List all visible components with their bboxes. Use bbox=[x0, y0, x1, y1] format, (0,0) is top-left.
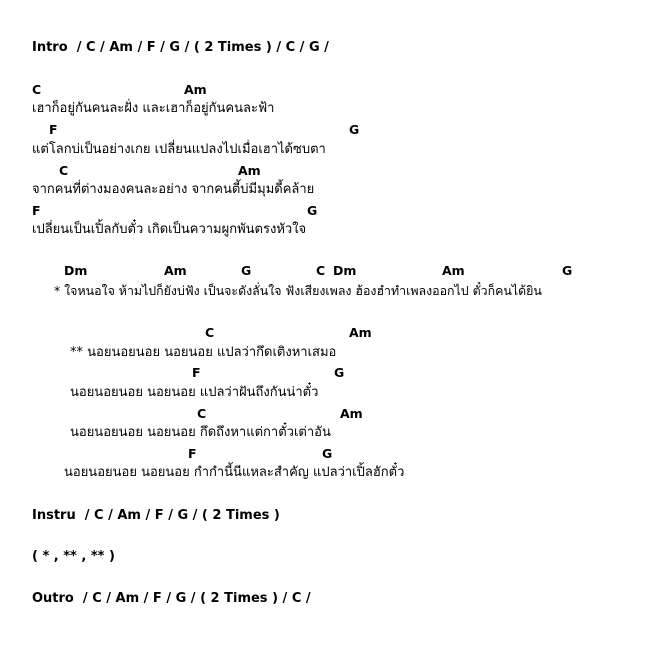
chord-label: C bbox=[59, 163, 69, 178]
chord-label: F bbox=[49, 122, 58, 137]
lyric-line: * ใจหนอใจ ห้ามไปก็ยังบ่ฟัง เป็นจะดังลั่นใจ ฟังเสียงเพลง ฮ้องฮำทำเพลงออกไป ตั๋วก็คนได้ยิน bbox=[54, 283, 542, 298]
outro-line: Outro / C / Am / F / G / ( 2 Times ) / C / bbox=[32, 591, 311, 606]
chord-label: Dm bbox=[64, 263, 88, 278]
chord-label: G bbox=[334, 365, 345, 380]
lyric-line: นอยนอยนอย นอยนอย กึดถึงหาแต่กาตั๋วเต่าอัน bbox=[70, 425, 331, 440]
chord-label: C bbox=[205, 325, 215, 340]
chord-label: G bbox=[322, 446, 333, 461]
intro-line: Intro / C / Am / F / G / ( 2 Times ) / C / G / bbox=[32, 40, 329, 55]
lyric-line: เฮาก็อยู่กันคนละฝั่ง และเฮาก็อยู่กันคนละฟ้า bbox=[32, 101, 275, 116]
chord-label: Am bbox=[442, 263, 465, 278]
chord-label: F bbox=[192, 365, 201, 380]
lyric-line: นอยนอยนอย นอยนอย กำกำนี้นีแหละสำคัญ แปลว่าเปิ้ลฮักตั๋ว bbox=[64, 465, 405, 480]
lyric-line: ** นอยนอยนอย นอยนอย แปลว่ากึดเติงหาเสมอ bbox=[70, 345, 337, 360]
chord-label: C bbox=[316, 263, 326, 278]
chord-label: Am bbox=[238, 163, 261, 178]
chord-label: C bbox=[197, 406, 207, 421]
chord-label: Am bbox=[164, 263, 187, 278]
chord-label: G bbox=[241, 263, 252, 278]
lyric-line: จากคนที่ต่างมองคนละอย่าง จากคนตี้บ่มีมุมดี้คล้าย bbox=[32, 182, 315, 197]
chord-label: Am bbox=[349, 325, 372, 340]
instru-line: Instru / C / Am / F / G / ( 2 Times ) bbox=[32, 508, 280, 523]
chord-label: Am bbox=[340, 406, 363, 421]
repeat-line: ( * , ** , ** ) bbox=[32, 549, 115, 564]
lyric-line: นอยนอยนอย นอยนอย แปลว่าฝันถึงกันน่าตั๋ว bbox=[70, 385, 319, 400]
chord-label: Dm bbox=[333, 263, 357, 278]
chord-label: C bbox=[32, 82, 42, 97]
chord-label: F bbox=[32, 203, 41, 218]
lyric-line: เปลี่ยนเป็นเปิ้ลกับตั๋ว เกิดเป็นความผูกพันตรงหัวใจ bbox=[32, 222, 307, 237]
chord-label: G bbox=[349, 122, 360, 137]
chord-label: F bbox=[188, 446, 197, 461]
chord-label: G bbox=[562, 263, 573, 278]
chord-label: Am bbox=[184, 82, 207, 97]
lyric-line: แต่โลกบ่เป็นอย่างเกย เปลี่ยนแปลงไปเมื่อเฮาได้ซบตา bbox=[32, 142, 326, 157]
chord-label: G bbox=[307, 203, 318, 218]
